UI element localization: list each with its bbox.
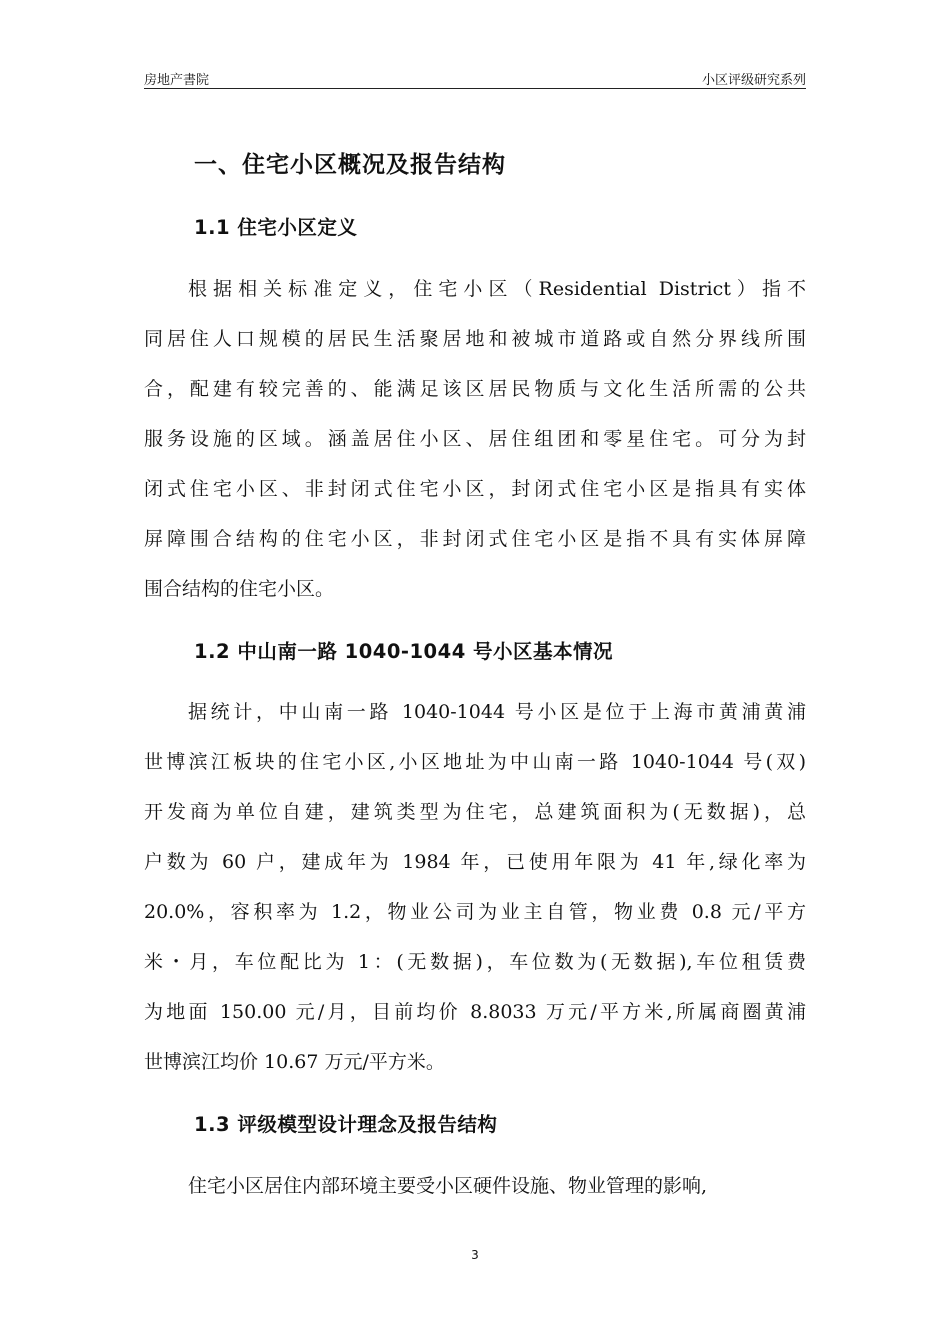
section-heading-1-1: 1.1 住宅小区定义 [194, 216, 358, 239]
page-number: 3 [471, 1248, 479, 1262]
section-1-2-paragraph [144, 700, 806, 1100]
text-line: 为地面 150.00 元/月，目前均价 8.8033 万元/平方米,所属商圈黄浦 [144, 1001, 806, 1023]
text-line: 世博滨江均价 10.67 万元/平方米。 [144, 1051, 445, 1073]
text-line: 住宅小区居住内部环境主要受小区硬件设施、物业管理的影响, [188, 1175, 708, 1197]
section-1-3-paragraph [144, 1174, 806, 1224]
text-line: 合，配建有较完善的、能满足该区居民物质与文化生活所需的公共 [144, 378, 806, 400]
text-line: 20.0%，容积率为 1.2，物业公司为业主自管，物业费 0.8 元/平方 [144, 901, 806, 923]
page-header [144, 66, 806, 89]
header-publisher: 房地产書院 [144, 73, 210, 88]
text-line: 屏障围合结构的住宅小区，非封闭式住宅小区是指不具有实体屏障 [144, 528, 806, 550]
text-line: 同居住人口规模的居民生活聚居地和被城市道路或自然分界线所围 [144, 328, 806, 350]
section-heading-1-3: 1.3 评级模型设计理念及报告结构 [194, 1113, 498, 1136]
header-series-title: 小区评级研究系列 [701, 73, 806, 88]
text-line: 服务设施的区域。涵盖居住小区、居住组团和零星住宅。可分为封 [144, 428, 806, 450]
text-line: 围合结构的住宅小区。 [144, 578, 335, 600]
text-line: 米・月，车位配比为 1：(无数据)，车位数为(无数据),车位租赁费 [144, 951, 806, 973]
section-1-1-paragraph [144, 277, 806, 627]
text-line: 开发商为单位自建，建筑类型为住宅，总建筑面积为(无数据)，总 [144, 801, 806, 823]
text-line: 根据相关标准定义，住宅小区（Residential District）指不 [188, 278, 806, 300]
chapter-title: 一、住宅小区概况及报告结构 [194, 152, 506, 178]
text-line: 据统计，中山南一路 1040-1044 号小区是位于上海市黄浦黄浦 [188, 701, 806, 723]
text-line: 世博滨江板块的住宅小区,小区地址为中山南一路 1040-1044 号(双) [144, 751, 806, 773]
section-heading-1-2: 1.2 中山南一路 1040-1044 号小区基本情况 [194, 640, 614, 663]
text-line: 户数为 60 户，建成年为 1984 年，已使用年限为 41 年,绿化率为 [144, 851, 806, 873]
text-line: 闭式住宅小区、非封闭式住宅小区，封闭式住宅小区是指具有实体 [144, 478, 806, 500]
